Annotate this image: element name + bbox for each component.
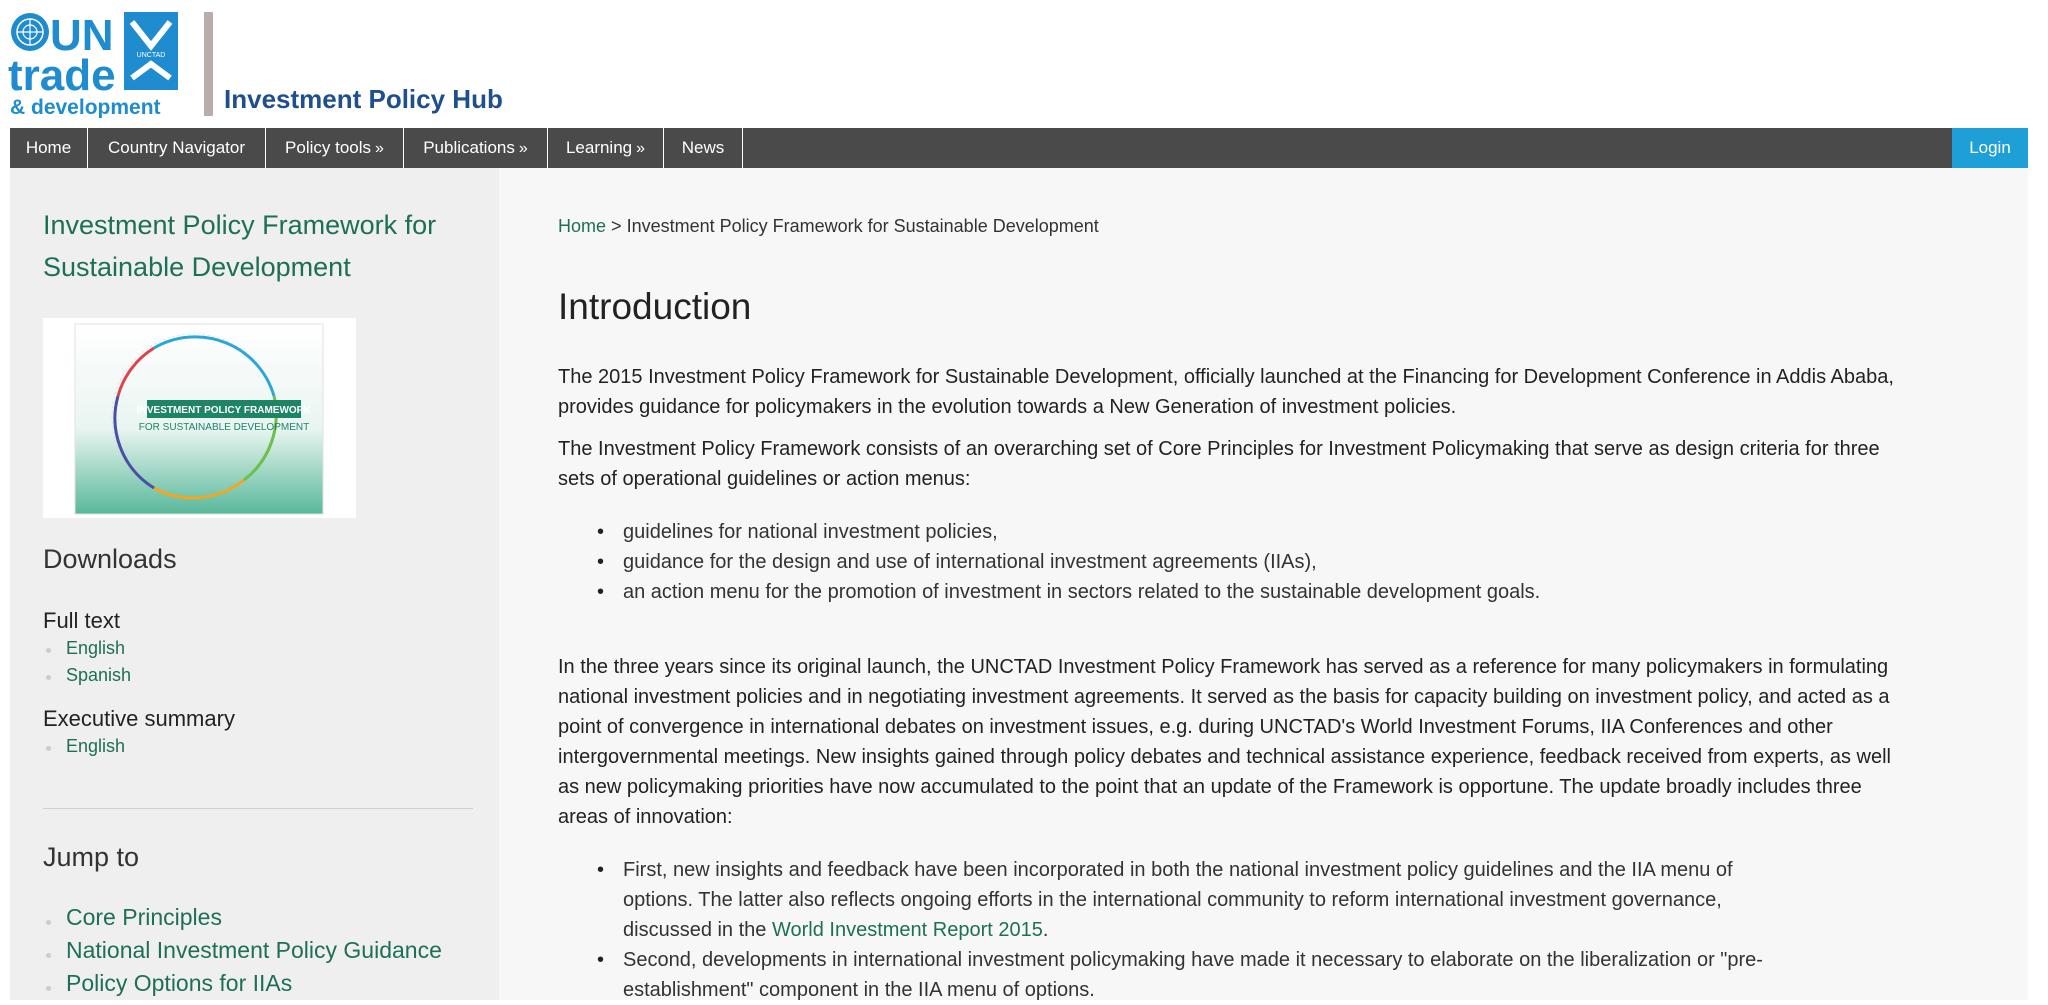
nav-home-label: Home (25, 138, 72, 157)
unctad-logo[interactable] (8, 10, 178, 118)
list-bullet (46, 675, 51, 680)
breadcrumb (558, 216, 1099, 237)
breadcrumb-separator: > (611, 216, 622, 236)
svg-text:INVESTMENT POLICY FRAMEWORK: INVESTMENT POLICY FRAMEWORK (136, 405, 312, 416)
publication-cover-image[interactable] (43, 318, 356, 518)
full-text-english-link[interactable]: English (66, 638, 126, 658)
list-item: • Second, developments in international investment policymaking have made it necessary to elaborate on the liberalization or "pre-establishment" component in the IIA menu of options. (623, 945, 1803, 1005)
svg-text:UN: UN (50, 11, 114, 60)
intro-paragraph-1: The 2015 Investment Policy Framework for Sustainable Development, officially launched at the Financing for Development Conference in Addis Ababa, provides guidance for policymakers in the evolution towards a New Generation of investment policies. (558, 366, 1894, 418)
main-content (499, 168, 2028, 1000)
nav-home[interactable] (10, 128, 88, 168)
site-header (0, 0, 2048, 128)
list-item: • an action menu for the promotion of investment in sectors related to the sustainable development goals. (623, 577, 1803, 607)
jump-national-investment-policy-link[interactable]: National Investment Policy Guidance (66, 937, 442, 963)
svg-text:FOR SUSTAINABLE DEVELOPMENT: FOR SUSTAINABLE DEVELOPMENT (138, 422, 310, 433)
list-item (623, 855, 1803, 945)
list-item: • guidelines for national investment policies, (623, 517, 1803, 547)
list-item: • guidance for the design and use of international investment agreements (IIAs), (623, 547, 1803, 577)
list-item-text: First, new insights and feedback have been incorporated in both the national investment policy guidelines and the IIA menu of options. The latter also reflects ongoing efforts in the international community to reform international investment governance, discussed in the (623, 859, 1733, 941)
full-text-spanish-link[interactable]: Spanish (66, 665, 132, 685)
executive-summary-heading: Executive summary (43, 706, 235, 731)
nav-policy-tools-label: Policy tools (285, 138, 372, 157)
nav-news-label: News (681, 138, 725, 157)
list-bullet (46, 953, 51, 958)
list-bullet (46, 986, 51, 991)
intro-paragraph-2: The Investment Policy Framework consists of an overarching set of Core Principles for Investment Policymaking that serve as design criteria for three sets of operational guidelines or action menus: (558, 438, 1880, 490)
list-bullet (46, 648, 51, 653)
breadcrumb-home-link[interactable]: Home (558, 216, 607, 236)
site-title[interactable]: Investment Policy Hub (224, 84, 503, 114)
jump-core-principles-link[interactable]: Core Principles (66, 904, 222, 930)
nav-learning-label: Learning (565, 138, 633, 157)
full-text-heading: Full text (43, 608, 121, 633)
breadcrumb-current: Investment Policy Framework for Sustainable Development (626, 216, 1099, 236)
login-button[interactable]: Login (1952, 128, 2028, 168)
jump-to-heading: Jump to (43, 842, 140, 872)
jump-policy-options-iias-link[interactable]: Policy Options for IIAs (66, 970, 293, 996)
double-chevron-right-icon: » (636, 140, 646, 157)
nav-country-navigator-label: Country Navigator (107, 138, 245, 157)
innovation-areas-list (623, 855, 1803, 1005)
list-item-text: . (1042, 919, 1049, 941)
logo-divider (204, 12, 213, 116)
nav-policy-tools[interactable] (266, 128, 404, 168)
svg-text:& development: & development (10, 96, 161, 118)
intro-paragraph-3: In the three years since its original launch, the UNCTAD Investment Policy Framework has served as a reference for many policymakers in formulating national investment policies and in negotiating investment agreements. It served as the basis for capacity building on investment policy, and acted as a point of convergence in international debates on investment issues, e.g. during UNCTAD's World Investment Forums, IIA Conferences and other intergovernmental meetings. New insights gained through policy debates and technical assistance experience, feedback received from experts, as well as new policymaking priorities have now accumulated to the point that an update of the Framework is opportune. The update broadly includes three areas of innovation: (558, 656, 1891, 828)
nav-country-navigator[interactable] (88, 128, 266, 168)
un-emblem-icon (11, 13, 49, 51)
double-chevron-right-icon: » (375, 140, 384, 157)
list-bullet (46, 746, 51, 751)
unctad-emblem-icon (124, 12, 178, 90)
nav-learning[interactable] (548, 128, 664, 168)
action-menus-list (623, 517, 1803, 607)
list-bullet (46, 920, 51, 925)
nav-news[interactable] (664, 128, 743, 168)
world-investment-report-link[interactable]: World Investment Report 2015 (771, 919, 1043, 941)
main-nav (10, 128, 2028, 168)
sidebar (10, 168, 499, 1000)
sidebar-divider (43, 808, 473, 809)
nav-publications[interactable] (404, 128, 548, 168)
downloads-heading: Downloads (43, 544, 177, 574)
executive-summary-english-link[interactable]: English (66, 736, 126, 756)
svg-text:UNCTAD: UNCTAD (136, 52, 166, 59)
double-chevron-right-icon: » (518, 140, 528, 157)
svg-text:trade: trade (8, 51, 116, 100)
nav-publications-label: Publications (423, 138, 515, 157)
page-heading: Introduction (558, 286, 752, 327)
sidebar-title[interactable]: Investment Policy Framework for Sustainable Development (43, 210, 437, 282)
